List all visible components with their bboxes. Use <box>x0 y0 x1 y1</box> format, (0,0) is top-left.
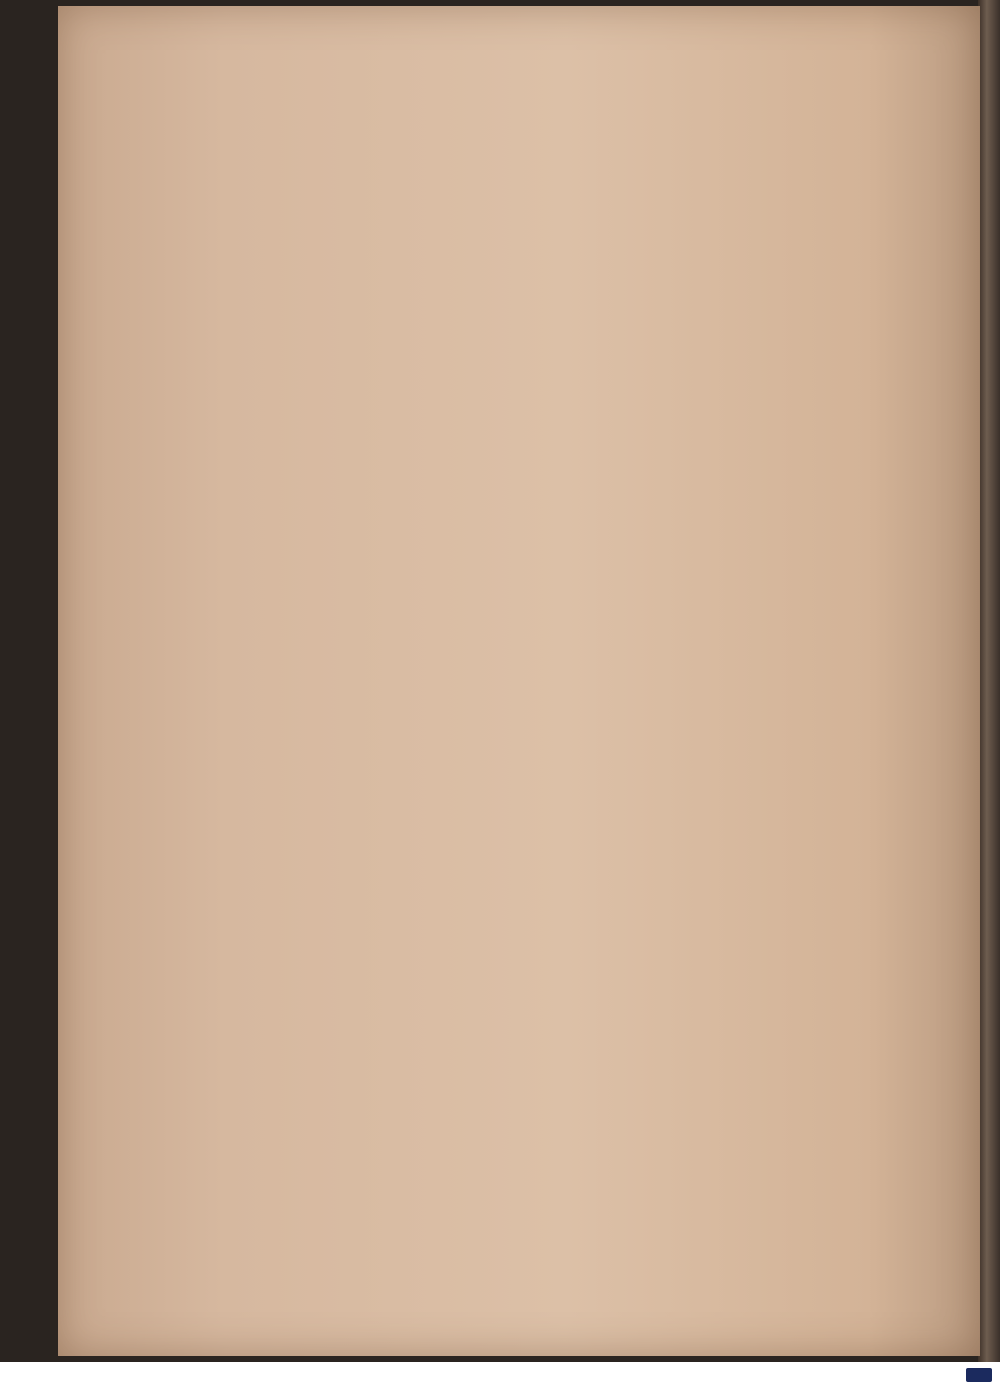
book-page <box>58 6 980 1356</box>
paragraph-gap <box>213 102 973 124</box>
page-edge-shadow <box>978 0 1000 1362</box>
dfg-logo-icon <box>966 1368 992 1382</box>
digitization-footer <box>0 1362 1000 1388</box>
text-block <box>213 102 973 124</box>
